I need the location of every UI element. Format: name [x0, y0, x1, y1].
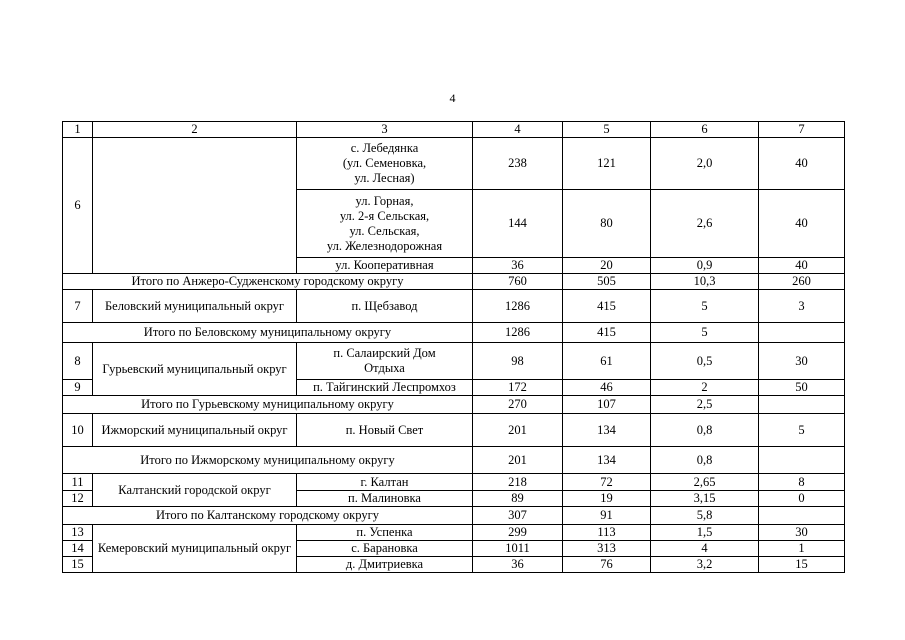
value-cell: 0,5: [651, 343, 759, 380]
value-cell: 36: [473, 557, 563, 573]
value-cell: 0,8: [651, 447, 759, 474]
locality-line: ул. Сельская,: [349, 223, 420, 238]
value-cell: 20: [563, 258, 651, 274]
locality-line: ул. Лесная): [354, 171, 415, 185]
value-cell: 40: [759, 258, 845, 274]
value-cell: 76: [563, 557, 651, 573]
value-cell: 2,5: [651, 396, 759, 414]
locality-cell: с. Барановка: [297, 541, 473, 557]
district-cell: [93, 138, 297, 274]
locality-cell: [297, 190, 473, 258]
value-cell: [759, 396, 845, 414]
value-cell: 1,5: [651, 525, 759, 541]
value-cell: 19: [563, 491, 651, 507]
value-cell: 144: [473, 190, 563, 258]
locality-cell: д. Дмитриевка: [297, 557, 473, 573]
value-cell: 1011: [473, 541, 563, 557]
row-number: 14: [63, 541, 93, 557]
value-cell: 5: [759, 414, 845, 447]
value-cell: 3: [759, 290, 845, 323]
locality-line: (ул. Семеновка,: [342, 156, 427, 170]
row-number: 6: [63, 138, 93, 274]
value-cell: 4: [651, 541, 759, 557]
value-cell: 1286: [473, 290, 563, 323]
value-cell: 80: [563, 190, 651, 258]
value-cell: 415: [563, 323, 651, 343]
value-cell: 5: [651, 290, 759, 323]
value-cell: 107: [563, 396, 651, 414]
table-header-row: [63, 122, 845, 138]
table-row: [63, 525, 845, 541]
value-cell: 0: [759, 491, 845, 507]
district-cell: Гурьевский муниципальный округ: [93, 343, 297, 396]
district-cell: Калтанский городской округ: [93, 474, 297, 507]
value-cell: 2,0: [651, 138, 759, 190]
value-cell: 201: [473, 414, 563, 447]
value-cell: [759, 447, 845, 474]
value-cell: 260: [759, 274, 845, 290]
value-cell: 2,6: [651, 190, 759, 258]
value-cell: 15: [759, 557, 845, 573]
value-cell: 5: [651, 323, 759, 343]
value-cell: 91: [563, 507, 651, 525]
col-header: 7: [759, 122, 845, 138]
total-row: [63, 507, 845, 525]
locality-cell: п. Успенка: [297, 525, 473, 541]
value-cell: 0,8: [651, 414, 759, 447]
locality-line: с. Лебедянка: [350, 141, 419, 155]
locality-cell: п. Щебзавод: [297, 290, 473, 323]
value-cell: 415: [563, 290, 651, 323]
value-cell: 46: [563, 380, 651, 396]
value-cell: 40: [759, 138, 845, 190]
total-row: [63, 396, 845, 414]
locality-line: Отдыха: [364, 361, 405, 375]
value-cell: 0,9: [651, 258, 759, 274]
value-cell: 5,8: [651, 507, 759, 525]
value-cell: 238: [473, 138, 563, 190]
col-header: 2: [93, 122, 297, 138]
value-cell: 3,15: [651, 491, 759, 507]
row-number: 15: [63, 557, 93, 573]
col-header: 4: [473, 122, 563, 138]
value-cell: 8: [759, 474, 845, 491]
value-cell: 201: [473, 447, 563, 474]
value-cell: 172: [473, 380, 563, 396]
value-cell: 2: [651, 380, 759, 396]
value-cell: 134: [563, 414, 651, 447]
row-number: 11: [63, 474, 93, 491]
value-cell: 1: [759, 541, 845, 557]
table-row: [63, 474, 845, 491]
locality-cell: г. Калтан: [297, 474, 473, 491]
value-cell: [759, 507, 845, 525]
data-table: [62, 121, 845, 573]
row-number: 8: [63, 343, 93, 380]
total-row: [63, 447, 845, 474]
col-header: 1: [63, 122, 93, 138]
table-row: [63, 343, 845, 380]
table-row: [63, 290, 845, 323]
value-cell: 30: [759, 343, 845, 380]
table-row: [63, 414, 845, 447]
locality-line: ул. 2-я Сельская,: [339, 208, 430, 223]
value-cell: 1286: [473, 323, 563, 343]
value-cell: 50: [759, 380, 845, 396]
value-cell: [759, 323, 845, 343]
locality-cell: ул. Кооперативная: [297, 258, 473, 274]
value-cell: 61: [563, 343, 651, 380]
locality-cell: п. Тайгинский Леспромхоз: [297, 380, 473, 396]
value-cell: 3,2: [651, 557, 759, 573]
total-row: [63, 323, 845, 343]
value-cell: 89: [473, 491, 563, 507]
col-header: 6: [651, 122, 759, 138]
value-cell: 760: [473, 274, 563, 290]
locality-cell: п. Новый Свет: [297, 414, 473, 447]
total-label: Итого по Ижморскому муниципальному округу: [63, 447, 473, 474]
value-cell: 40: [759, 190, 845, 258]
value-cell: 313: [563, 541, 651, 557]
value-cell: 98: [473, 343, 563, 380]
value-cell: 299: [473, 525, 563, 541]
value-cell: 270: [473, 396, 563, 414]
page-number: 4: [449, 91, 456, 105]
total-label: Итого по Беловскому муниципальному округу: [63, 323, 473, 343]
table-row: [63, 138, 845, 190]
row-number: 9: [63, 380, 93, 396]
value-cell: 2,65: [651, 474, 759, 491]
col-header: 5: [563, 122, 651, 138]
value-cell: 113: [563, 525, 651, 541]
locality-cell: [297, 138, 473, 190]
locality-line: п. Салаирский Дом: [333, 346, 436, 360]
value-cell: 218: [473, 474, 563, 491]
col-header: 3: [297, 122, 473, 138]
value-cell: 121: [563, 138, 651, 190]
value-cell: 307: [473, 507, 563, 525]
district-cell: Беловский муниципальный округ: [93, 290, 297, 323]
total-label: Итого по Анжеро-Судженскому городскому округу: [63, 274, 473, 290]
row-number: 12: [63, 491, 93, 507]
total-label: Итого по Калтанскому городскому округу: [63, 507, 473, 525]
value-cell: 505: [563, 274, 651, 290]
value-cell: 30: [759, 525, 845, 541]
row-number: 10: [63, 414, 93, 447]
value-cell: 36: [473, 258, 563, 274]
district-cell: Кемеровский муниципальный округ: [93, 525, 297, 573]
value-cell: 72: [563, 474, 651, 491]
district-cell: Ижморский муниципальный округ: [93, 414, 297, 447]
row-number: 7: [63, 290, 93, 323]
locality-line: ул. Железнодорожная: [326, 238, 443, 253]
locality-line: ул. Горная,: [355, 193, 414, 208]
locality-cell: [297, 343, 473, 380]
locality-cell: п. Малиновка: [297, 491, 473, 507]
value-cell: 10,3: [651, 274, 759, 290]
value-cell: 134: [563, 447, 651, 474]
total-row: [63, 274, 845, 290]
total-label: Итого по Гурьевскому муниципальному округу: [63, 396, 473, 414]
row-number: 13: [63, 525, 93, 541]
